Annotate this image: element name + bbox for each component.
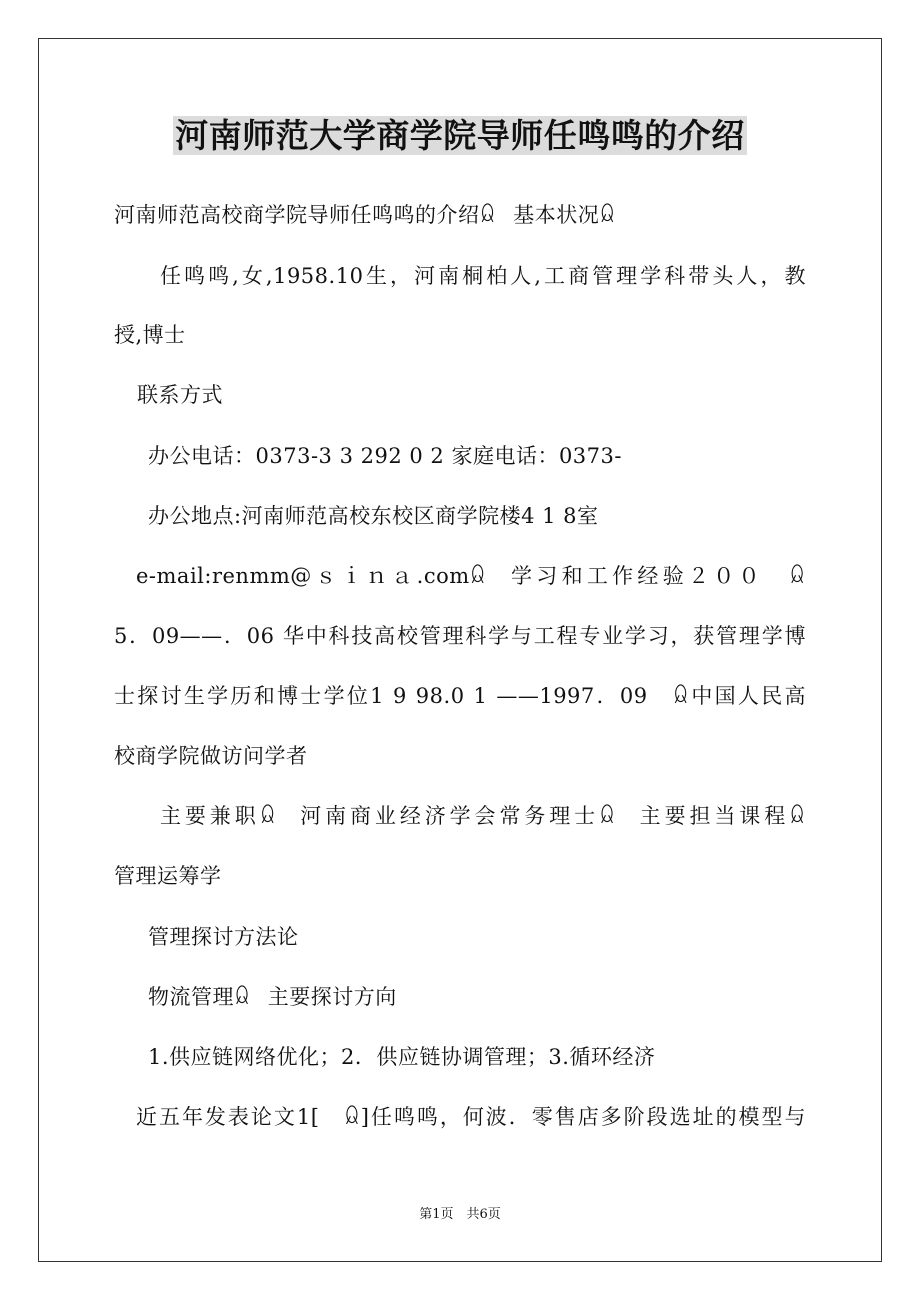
body-line-9: 士探讨生学历和博士学位1 9 98.0 1 ——1997．09 ꆰ中国人民高 — [114, 684, 806, 708]
page-footer: 第1页 共6页 — [419, 1207, 501, 1222]
body-line-13: 管理探讨方法论 — [148, 925, 299, 949]
body-line-7: e-mail:renmm@ｓｉｎａ.comꆰ 学习和工作经验２００ ꆰ — [136, 564, 806, 588]
body-line-4: 联系方式 — [137, 383, 223, 407]
body-line-12: 管理运筹学 — [114, 864, 222, 888]
body-line-1: 河南师范高校商学院导师任鸣鸣的介绍ꆰ 基本状况ꆰ — [114, 203, 617, 227]
body-line-15: 1.供应链网络优化；2．供应链协调管理；3.循环经济 — [148, 1045, 656, 1069]
body-line-2: 任鸣鸣,女,1958.10生，河南桐柏人,工商管理学科带头人，教 — [160, 264, 806, 288]
document-title-text: 河南师范大学商学院导师任鸣鸣的介绍 — [175, 116, 745, 155]
body-line-5: 办公电话：0373-3 3 292 0 2 家庭电话：0373- — [148, 444, 622, 468]
body-line-8: 5．09——．06 华中科技高校管理科学与工程专业学习，获管理学博 — [114, 624, 806, 648]
body-line-14: 物流管理ꆰ 主要探讨方向 — [148, 985, 397, 1009]
document-title — [0, 112, 920, 160]
body-line-3: 授,博士 — [114, 323, 186, 347]
body-line-6: 办公地点:河南师范高校东校区商学院楼4 1 8室 — [148, 504, 599, 528]
body-line-16: 近五年发表论文1[ ꆰ]任鸣鸣，何波．零售店多阶段选址的模型与 — [136, 1105, 806, 1129]
body-line-11: 主要兼职ꆰ 河南商业经济学会常务理士ꆰ 主要担当课程ꆰ — [160, 804, 806, 828]
body-line-10: 校商学院做访问学者 — [114, 744, 308, 768]
